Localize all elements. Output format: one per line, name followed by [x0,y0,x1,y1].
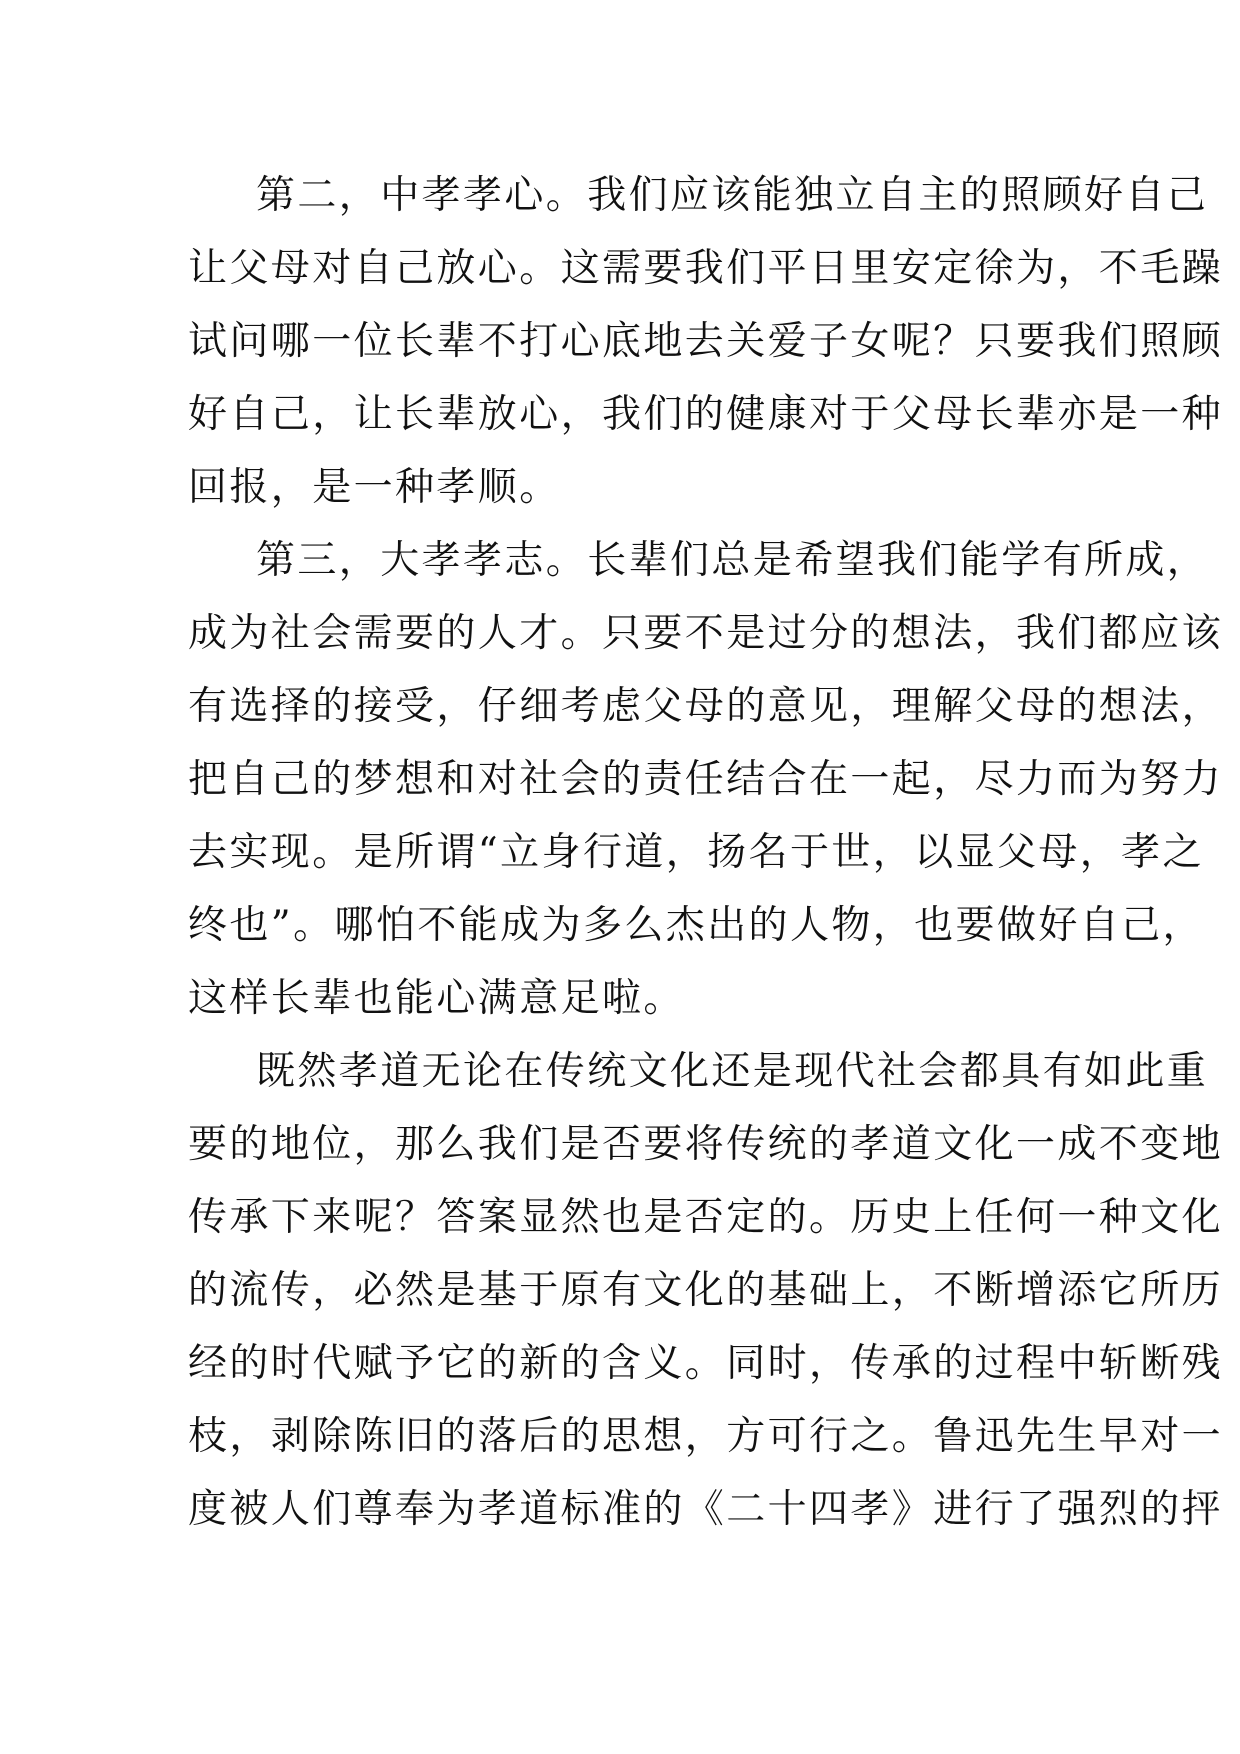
paragraph-2-line-3: 有选择的接受，仔细考虑父母的意见，理解父母的想法， [188,684,1224,729]
paragraph-2-line-4: 把自己的梦想和对社会的责任结合在一起，尽力而为努力 [188,757,1224,802]
paragraph-3-line-5: 经的时代赋予它的新的含义。同时，传承的过程中斩断残 [188,1341,1224,1386]
paragraph-2-line-5: 去实现。是所谓“立身行道，扬名于世，以显父母，孝之 [188,830,1204,875]
paragraph-3-line-1: 既然孝道无论在传统文化还是现代社会都具有如此重 [256,1049,1209,1094]
paragraph-3-line-2: 要的地位，那么我们是否要将传统的孝道文化一成不变地 [188,1122,1224,1167]
paragraph-1-line-5: 回报，是一种孝顺。 [188,465,561,510]
paragraph-3-line-6: 枝，剥除陈旧的落后的思想，方可行之。鲁迅先生早对一 [188,1414,1224,1459]
paragraph-3-line-4: 的流传，必然是基于原有文化的基础上，不断增添它所历 [188,1268,1224,1313]
paragraph-1-line-4: 好自己，让长辈放心，我们的健康对于父母长辈亦是一种 [188,392,1224,437]
paragraph-2-line-6: 终也”。哪怕不能成为多么杰出的人物，也要做好自己， [188,903,1204,948]
paragraph-3-line-3: 传承下来呢？答案显然也是否定的。历史上任何一种文化 [188,1195,1224,1240]
paragraph-3-line-7: 度被人们尊奉为孝道标准的《二十四孝》进行了强烈的抨 [188,1487,1224,1532]
paragraph-2-line-7: 这样长辈也能心满意足啦。 [188,976,685,1021]
paragraph-1-line-3: 试问哪一位长辈不打心底地去关爱子女呢？只要我们照顾 [188,319,1224,364]
paragraph-1-line-1: 第二，中孝孝心。我们应该能独立自主的照顾好自己 [256,173,1209,218]
paragraph-2-line-2: 成为社会需要的人才。只要不是过分的想法，我们都应该 [188,611,1224,656]
paragraph-1-line-2: 让父母对自己放心。这需要我们平日里安定徐为，不毛躁 [188,246,1224,291]
paragraph-2-line-1: 第三，大孝孝志。长辈们总是希望我们能学有所成， [256,538,1209,583]
